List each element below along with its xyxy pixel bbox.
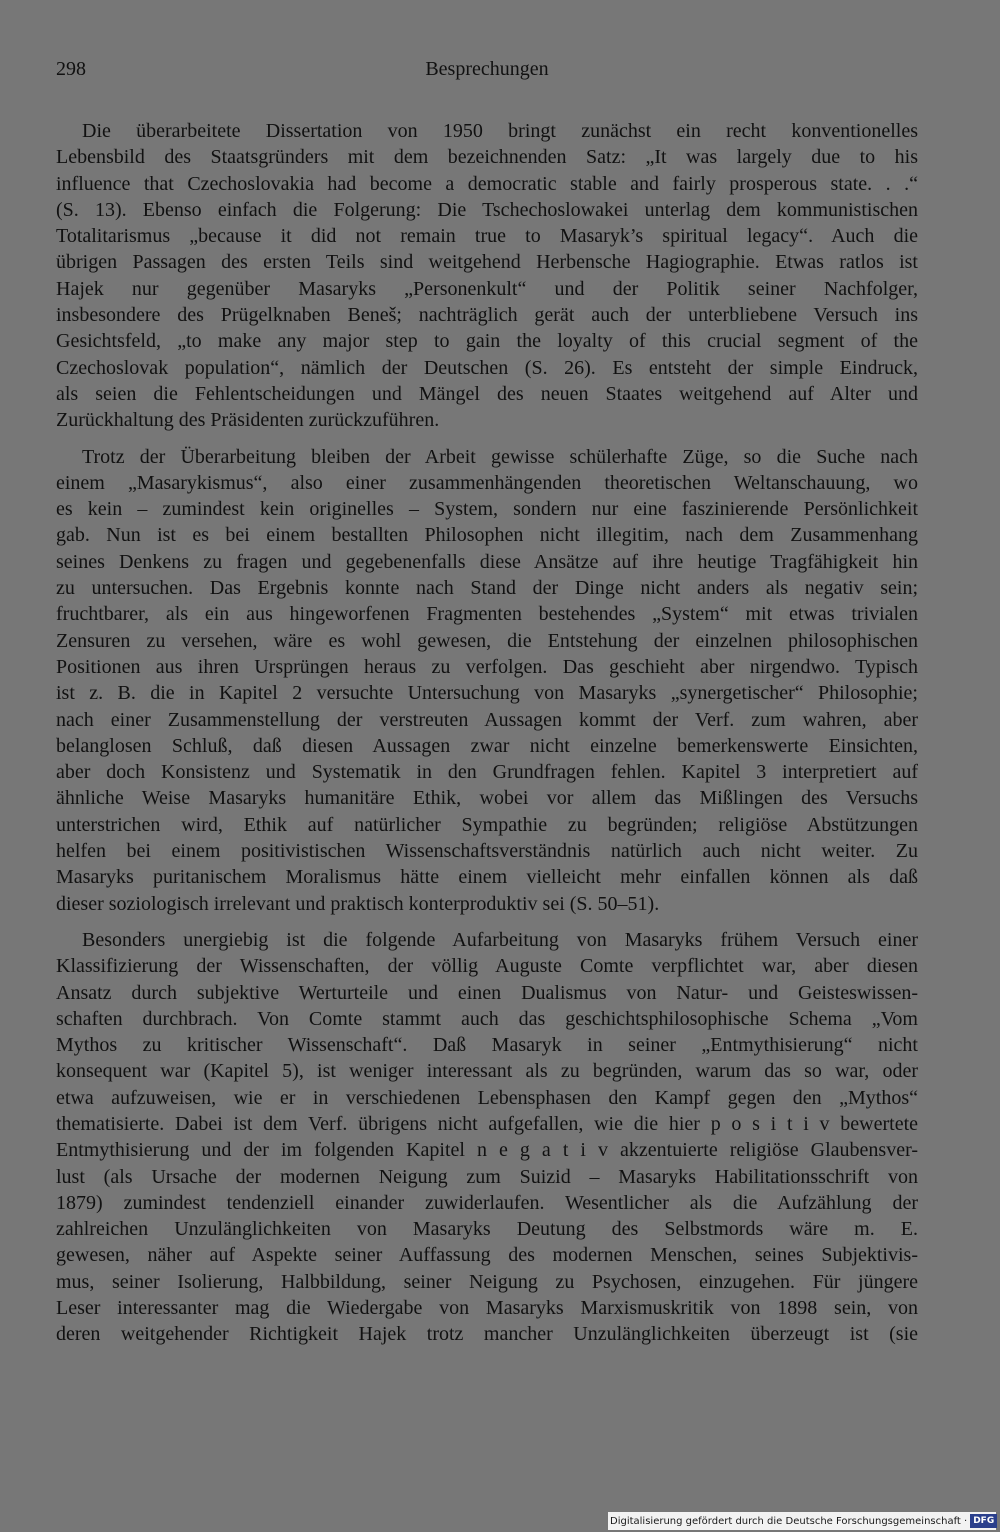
text-line: Czechoslovak population“, nämlich der Deutschen (S. 26). Es entsteht der simple Eindruck, xyxy=(56,356,918,379)
text-line: gab. Nun ist es bei einem bestallten Philosophen nicht illegitim, nach dem Zusammenhang xyxy=(56,524,918,547)
page-header xyxy=(56,58,918,90)
article-body xyxy=(56,118,918,1358)
text-line: Lebensbild des Staatsgründers mit dem bezeichnenden Satz: „It was largely due to his xyxy=(56,146,918,169)
text-line: gewesen, näher auf Aspekte seiner Auffassung des modernen Menschen, seines Subjektivis- xyxy=(56,1244,918,1267)
text-line: Totalitarismus „because it did not remain true to Masaryk’s spiritual legacy“. Auch die xyxy=(56,225,918,248)
text-line: Entmythisierung und der im folgenden Kapitel n e g a t i v akzentuierte religiöse Glaubensver- xyxy=(56,1139,918,1162)
text-line: nach einer Zusammenstellung der verstreuten Aussagen kommt der Verf. zum wahren, aber xyxy=(56,708,918,731)
text-line: aber doch Konsistenz und Systematik in den Grundfragen fehlen. Kapitel 3 interpretiert auf xyxy=(56,761,918,784)
text-line: übrigen Passagen des ersten Teils sind weitgehend Herbensche Hagiographie. Etwas ratlos ist xyxy=(56,251,918,274)
text-line: dieser soziologisch irrelevant und praktisch konterproduktiv sei (S. 50–51). xyxy=(56,892,660,915)
paragraph xyxy=(56,927,918,1348)
text-line: schaften durchbrach. Von Comte stammt auch das geschichtsphilosophische Schema „Vom xyxy=(56,1007,918,1030)
text-line: helfen bei einem positivistischen Wissenschaftsverständnis natürlich auch nicht weiter. Zu xyxy=(56,840,918,863)
text-line: deren weitgehender Richtigkeit Hajek trotz mancher Unzulänglichkeiten überzeugt ist (sie xyxy=(56,1323,918,1346)
text-line: es kein – zumindest kein originelles – System, sondern nur eine faszinierende Persönlichkeit xyxy=(56,498,918,521)
text-line: zahlreichen Unzulänglichkeiten von Masaryks Deutung des Selbstmords wäre m. E. xyxy=(56,1218,918,1241)
text-line: einem „Masarykismus“, also einer zusammenhängenden theoretischen Weltanschauung, wo xyxy=(56,471,918,494)
text-line: etwa aufzuweisen, wie er in verschiedenen Lebensphasen den Kampf gegen den „Mythos“ xyxy=(56,1086,918,1109)
text-line: (S. 13). Ebenso einfach die Folgerung: Die Tschechoslowakei unterlag dem kommunistischen xyxy=(56,198,918,221)
text-line: mus, seiner Isolierung, Halbbildung, seiner Neigung zu Psychosen, einzugehen. Für jüngere xyxy=(56,1270,918,1293)
text-line: Gesichtsfeld, „to make any major step to gain the loyalty of this crucial segment of the xyxy=(56,330,918,353)
text-line: zu untersuchen. Das Ergebnis konnte nach Stand der Dinge nicht anders als negativ sein; xyxy=(56,577,918,600)
text-line: fruchtbarer, als ein aus hingeworfenen Fragmenten bestehendes „System“ mit etwas trivialen xyxy=(56,603,918,626)
funding-note: Digitalisierung gefördert durch die Deutsche Forschungsgemeinschaft · xyxy=(610,1515,968,1527)
paragraph xyxy=(56,444,918,917)
text-line: 1879) zumindest tendenziell einander zuwiderlaufen. Wesentlicher als die Aufzählung der xyxy=(56,1191,918,1214)
running-title: Besprechungen xyxy=(425,58,549,80)
text-line: Masaryks puritanischem Moralismus hätte einem vielleicht mehr einfallen können als daß xyxy=(56,866,918,889)
text-line: Mythos zu kritischer Wissenschaft“. Daß Masaryk in seiner „Entmythisierung“ nicht xyxy=(56,1034,918,1057)
text-line: Klassifizierung der Wissenschaften, der völlig Auguste Comte verpflichtet war, aber diesen xyxy=(56,955,918,978)
text-line: konsequent war (Kapitel 5), ist weniger interessant als zu begründen, warum das so war, oder xyxy=(56,1060,918,1083)
text-line: Hajek nur gegenüber Masaryks „Personenkult“ und der Politik seiner Nachfolger, xyxy=(56,277,918,300)
text-line: Positionen aus ihren Ursprüngen heraus zu verfolgen. Das geschieht aber nirgendwo. Typisch xyxy=(56,655,918,678)
text-line: belanglosen Schluß, daß diesen Aussagen zwar nicht einzelne bemerkenswerte Einsichten, xyxy=(56,734,918,757)
text-line: influence that Czechoslovakia had become a democratic stable and fairly prosperous state. . .“ xyxy=(56,172,918,195)
text-line: Leser interessanter mag die Wiedergabe von Masaryks Marxismuskritik von 1898 sein, von xyxy=(56,1297,918,1320)
page-number: 298 xyxy=(56,58,86,80)
text-line: unterstrichen wird, Ethik auf natürlicher Sympathie zu begründen; religiöse Abstützungen xyxy=(56,813,918,836)
text-line: seines Denkens zu fragen und gegebenenfalls diese Ansätze auf ihre heutige Tragfähigkeit hin xyxy=(56,550,918,573)
text-line: Zurückhaltung des Präsidenten zurückzuführen. xyxy=(56,409,440,432)
text-line: ähnliche Weise Masaryks humanitäre Ethik, wobei vor allem das Mißlingen des Versuchs xyxy=(56,787,918,810)
text-line: Besonders unergiebig ist die folgende Aufarbeitung von Masaryks frühem Versuch einer xyxy=(82,928,918,951)
text-line: Zensuren zu versehen, wäre es wohl gewesen, die Entstehung der einzelnen philosophischen xyxy=(56,629,918,652)
text-line: ist z. B. die in Kapitel 2 versuchte Untersuchung von Masaryks „synergetischer“ Philosophie; xyxy=(56,682,918,705)
text-line: Trotz der Überarbeitung bleiben der Arbeit gewisse schülerhafte Züge, so die Suche nach xyxy=(82,445,918,468)
funding-banner xyxy=(608,1512,996,1530)
text-line: thematisierte. Dabei ist dem Verf. übrigens nicht aufgefallen, wie die hier p o s i t i v bewertete xyxy=(56,1112,918,1135)
text-line: als seien die Fehlentscheidungen und Mängel des neuen Staates weitgehend auf Alter und xyxy=(56,382,918,405)
text-line: lust (als Ursache der modernen Neigung zum Suizid – Masaryks Habilitationsschrift von xyxy=(56,1165,918,1188)
dfg-logo: DFG xyxy=(970,1514,997,1528)
paragraph xyxy=(56,118,918,434)
text-line: Ansatz durch subjektive Werturteile und einen Dualismus von Natur- und Geisteswissen- xyxy=(56,981,918,1004)
text-line: Die überarbeitete Dissertation von 1950 bringt zunächst ein recht konventionelles xyxy=(82,120,918,142)
text-line: insbesondere des Prügelknaben Beneš; nachträglich gerät auch der unterbliebene Versuch ins xyxy=(56,304,918,327)
